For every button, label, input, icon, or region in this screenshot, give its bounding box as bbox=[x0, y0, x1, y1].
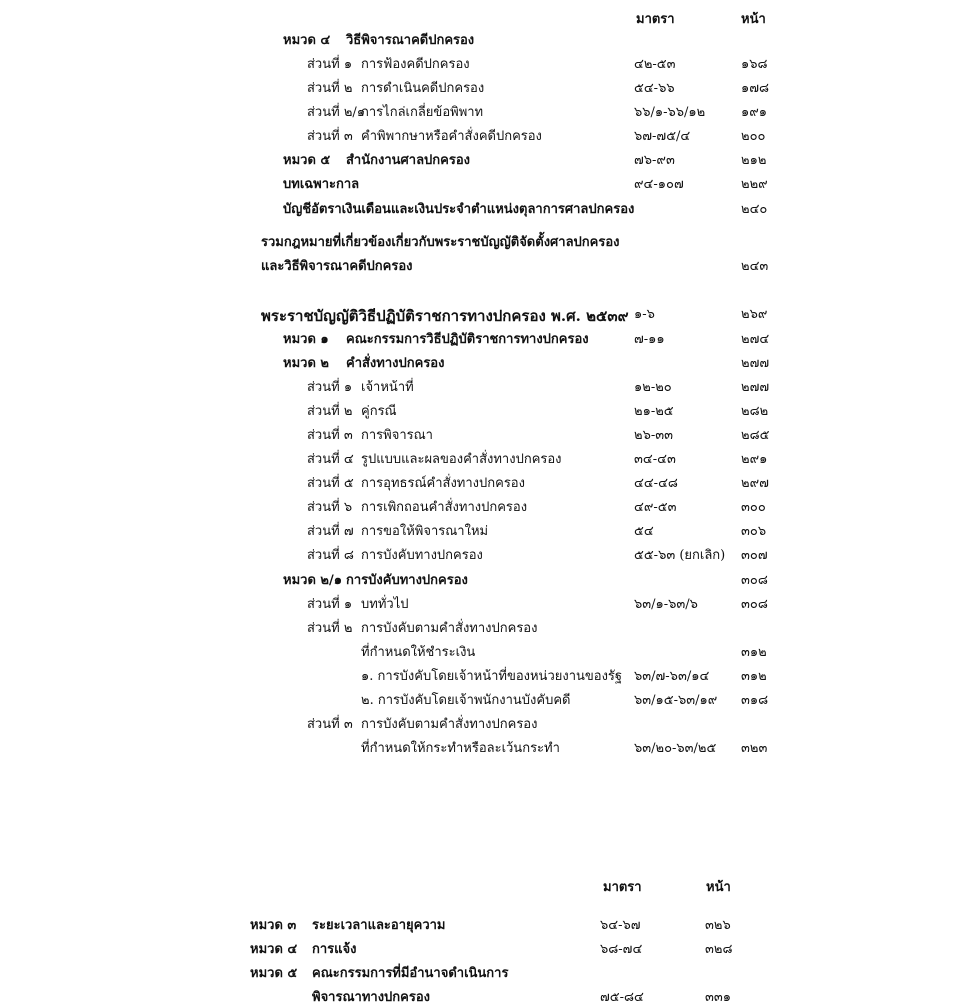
toc-entry-title: ที่กำหนดให้ชำระเงิน bbox=[361, 645, 476, 660]
toc-entry-prefix: ส่วนที่ ๓ bbox=[307, 717, 353, 732]
toc-entry-title: การขอให้พิจารณาใหม่ bbox=[361, 524, 489, 539]
toc-entry-title: ระยะเวลาและอายุความ bbox=[312, 918, 446, 933]
toc-entry-article: ๖๓/๗-๖๓/๑๔ bbox=[634, 669, 710, 684]
toc-entry-title: พิจารณาทางปกครอง bbox=[312, 990, 431, 1005]
toc-entry-title: และวิธีพิจารณาคดีปกครอง bbox=[261, 259, 413, 274]
toc-entry-page: ๓๒๖ bbox=[705, 918, 731, 933]
toc-entry-prefix: หมวด ๓ bbox=[250, 918, 297, 933]
toc-entry-article: ๔๔-๔๘ bbox=[634, 476, 678, 491]
toc-entry-title: การบังคับตามคำสั่งทางปกครอง bbox=[361, 717, 538, 732]
toc-entry-prefix: ส่วนที่ ๑ bbox=[307, 597, 353, 612]
toc-entry-page: ๓๓๑ bbox=[705, 990, 732, 1005]
toc-entry-page: ๑๙๑ bbox=[741, 105, 768, 120]
toc-entry-title: คู่กรณี bbox=[361, 404, 397, 419]
toc-entry-prefix: ส่วนที่ ๒ bbox=[307, 404, 353, 419]
toc-entry-title: ที่กำหนดให้กระทำหรือละเว้นกระทำ bbox=[361, 741, 560, 756]
toc-entry-title: คำสั่งทางปกครอง bbox=[346, 356, 445, 371]
toc-entry-article: ๖๘-๗๔ bbox=[600, 942, 643, 957]
toc-entry-title: รวมกฎหมายที่เกี่ยวข้องเกี่ยวกับพระราชบัญญัติจัดตั้งศาลปกครอง bbox=[261, 235, 620, 250]
toc-entry-prefix: ส่วนที่ ๒ bbox=[307, 81, 353, 96]
toc-entry-article: ๖๓/๑๕-๖๓/๑๙ bbox=[634, 693, 718, 708]
toc-entry-article: ๕๔ bbox=[634, 524, 654, 539]
toc-entry-page: ๒๐๐ bbox=[741, 129, 766, 144]
toc-entry-title: สำนักงานศาลปกครอง bbox=[346, 153, 471, 168]
article-column-header-2: มาตรา bbox=[603, 880, 642, 895]
toc-entry-article: ๗-๑๑ bbox=[634, 332, 665, 347]
toc-entry-page: ๒๔๓ bbox=[741, 259, 769, 274]
toc-entry-prefix: หมวด ๕ bbox=[283, 153, 331, 168]
toc-entry-page: ๓๑๒ bbox=[741, 645, 767, 660]
toc-entry-prefix: หมวด ๑ bbox=[283, 332, 329, 347]
toc-entry-article: ๕๔-๖๖ bbox=[634, 81, 675, 96]
toc-entry-article: ๑๒-๒๐ bbox=[634, 380, 672, 395]
toc-entry-page: ๑๗๘ bbox=[741, 81, 770, 96]
toc-entry-page: ๓๐๖ bbox=[741, 524, 767, 539]
toc-entry-title: การดำเนินคดีปกครอง bbox=[361, 81, 485, 96]
page-column-header: หน้า bbox=[741, 12, 766, 27]
toc-entry-page: ๒๗๗ bbox=[741, 356, 770, 371]
toc-entry-article: ๗๖-๙๓ bbox=[634, 153, 675, 168]
toc-entry-article: ๖๓/๑-๖๓/๖ bbox=[634, 597, 698, 612]
toc-entry-title: การเพิกถอนคำสั่งทางปกครอง bbox=[361, 500, 528, 515]
toc-entry-article: ๑-๖ bbox=[634, 307, 655, 322]
toc-entry-prefix: ส่วนที่ ๔ bbox=[307, 452, 354, 467]
toc-entry-title: การฟ้องคดีปกครอง bbox=[361, 57, 470, 72]
toc-entry-prefix: หมวด ๒ bbox=[283, 356, 329, 371]
toc-entry-page: ๒๘๒ bbox=[741, 404, 769, 419]
toc-entry-title: พระราชบัญญัติวิธีปฏิบัติราชการทางปกครอง พ.ศ. ๒๕๓๙ bbox=[261, 307, 629, 325]
toc-entry-title: การบังคับทางปกครอง bbox=[361, 548, 483, 563]
toc-entry-article: ๒๑-๒๕ bbox=[634, 404, 674, 419]
toc-entry-prefix: หมวด ๔ bbox=[250, 942, 298, 957]
toc-entry-page: ๓๑๒ bbox=[741, 669, 767, 684]
toc-entry-page: ๒๗๔ bbox=[741, 332, 770, 347]
toc-entry-title: การบังคับทางปกครอง bbox=[346, 573, 468, 588]
toc-entry-article: ๙๔-๑๐๗ bbox=[634, 177, 684, 192]
toc-entry-title: บทเฉพาะกาล bbox=[283, 177, 360, 192]
toc-entry-title: คำพิพากษาหรือคำสั่งคดีปกครอง bbox=[361, 129, 542, 144]
toc-entry-article: ๗๕-๘๔ bbox=[600, 990, 644, 1005]
toc-entry-prefix: หมวด ๔ bbox=[283, 33, 331, 48]
toc-entry-article: ๔๒-๕๓ bbox=[634, 57, 676, 72]
toc-entry-prefix: ส่วนที่ ๗ bbox=[307, 524, 354, 539]
toc-entry-page: ๒๔๐ bbox=[741, 202, 768, 217]
toc-entry-page: ๓๐๘ bbox=[741, 597, 768, 612]
toc-entry-title: การไกล่เกลี่ยข้อพิพาท bbox=[361, 105, 484, 120]
toc-entry-prefix: ส่วนที่ ๒ bbox=[307, 621, 353, 636]
toc-entry-prefix: ส่วนที่ ๒/๑ bbox=[307, 105, 366, 120]
toc-entry-page: ๒๑๒ bbox=[741, 153, 767, 168]
toc-entry-prefix: ส่วนที่ ๑ bbox=[307, 57, 353, 72]
toc-entry-article: ๖๗-๗๕/๔ bbox=[634, 129, 691, 144]
toc-entry-article: ๔๙-๕๓ bbox=[634, 500, 677, 515]
toc-entry-title: ๑. การบังคับโดยเจ้าหน้าที่ของหน่วยงานของรัฐ bbox=[361, 669, 623, 684]
toc-entry-page: ๓๐๗ bbox=[741, 548, 768, 563]
toc-entry-page: ๒๙๑ bbox=[741, 452, 768, 467]
toc-entry-title: การพิจารณา bbox=[361, 428, 433, 443]
toc-entry-title: รูปแบบและผลของคำสั่งทางปกครอง bbox=[361, 452, 562, 467]
page-column-header-2: หน้า bbox=[706, 880, 731, 895]
toc-entry-prefix: หมวด ๕ bbox=[250, 966, 298, 981]
toc-entry-title: บททั่วไป bbox=[361, 597, 409, 612]
toc-entry-page: ๓๒๓ bbox=[741, 741, 768, 756]
toc-entry-title: เจ้าหน้าที่ bbox=[361, 380, 414, 395]
toc-entry-page: ๑๖๘ bbox=[741, 57, 768, 72]
toc-entry-article: ๒๖-๓๓ bbox=[634, 428, 673, 443]
toc-entry-article: ๓๔-๔๓ bbox=[634, 452, 676, 467]
toc-entry-page: ๓๐๐ bbox=[741, 500, 766, 515]
toc-entry-title: คณะกรรมการที่มีอำนาจดำเนินการ bbox=[312, 966, 509, 981]
toc-entry-title: การบังคับตามคำสั่งทางปกครอง bbox=[361, 621, 538, 636]
toc-entry-title: การแจ้ง bbox=[312, 942, 357, 957]
toc-entry-title: คณะกรรมการวิธีปฏิบัติราชการทางปกครอง bbox=[346, 332, 589, 347]
toc-entry-page: ๒๒๙ bbox=[741, 177, 768, 192]
toc-entry-page: ๓๒๘ bbox=[705, 942, 733, 957]
toc-entry-title: การอุทธรณ์คำสั่งทางปกครอง bbox=[361, 476, 525, 491]
toc-entry-article: ๕๕-๖๓ (ยกเลิก) bbox=[634, 548, 726, 563]
toc-entry-title: บัญชีอัตราเงินเดือนและเงินประจำตำแหน่งตุลาการศาลปกครอง bbox=[283, 202, 635, 217]
toc-entry-prefix: ส่วนที่ ๕ bbox=[307, 476, 354, 491]
toc-entry-page: ๒๘๕ bbox=[741, 428, 770, 443]
toc-entry-prefix: ส่วนที่ ๘ bbox=[307, 548, 354, 563]
toc-entry-prefix: หมวด ๒/๑ bbox=[283, 573, 342, 588]
toc-entry-prefix: ส่วนที่ ๑ bbox=[307, 380, 353, 395]
toc-entry-page: ๒๖๙ bbox=[741, 307, 768, 322]
toc-entry-title: วิธีพิจารณาคดีปกครอง bbox=[346, 33, 475, 48]
toc-entry-page: ๒๙๗ bbox=[741, 476, 769, 491]
toc-entry-prefix: ส่วนที่ ๖ bbox=[307, 500, 353, 515]
toc-entry-page: ๓๑๘ bbox=[741, 693, 769, 708]
toc-entry-page: ๒๗๗ bbox=[741, 380, 770, 395]
article-column-header: มาตรา bbox=[636, 12, 675, 27]
toc-entry-prefix: ส่วนที่ ๓ bbox=[307, 129, 353, 144]
toc-entry-page: ๓๐๘ bbox=[741, 573, 768, 588]
toc-entry-article: ๖๔-๖๗ bbox=[600, 918, 641, 933]
toc-entry-title: ๒. การบังคับโดยเจ้าพนักงานบังคับคดี bbox=[361, 693, 571, 708]
toc-entry-article: ๖๖/๑-๖๖/๑๒ bbox=[634, 105, 706, 120]
toc-entry-prefix: ส่วนที่ ๓ bbox=[307, 428, 353, 443]
toc-entry-article: ๖๓/๒๐-๖๓/๒๕ bbox=[634, 741, 717, 756]
